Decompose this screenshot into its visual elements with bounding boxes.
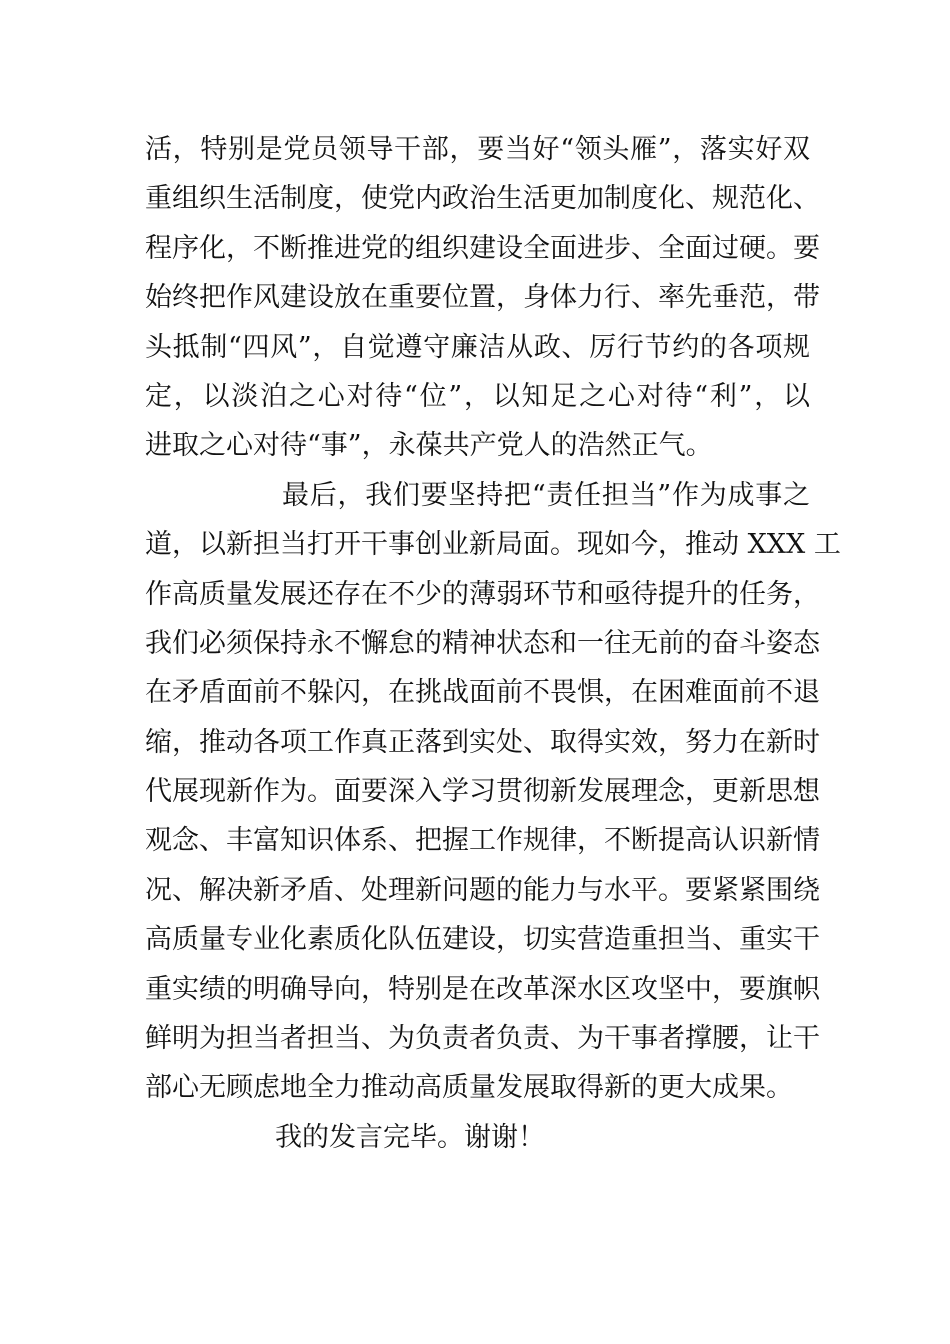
paragraph-line: 程序化，不断推进党的组织建设全面进步、全面过硬。要 xyxy=(145,232,820,264)
paragraph-line: 高质量专业化素质化队伍建设，切实营造重担当、重实干 xyxy=(145,924,820,956)
paragraph-line: 道，以新担当打开干事创业新局面。现如今，推动 XXX 工 xyxy=(145,529,841,561)
closing-remark: 我的发言完毕。谢谢！ xyxy=(275,1121,545,1153)
paragraph-line: 况、解决新矛盾、处理新问题的能力与水平。要紧紧围绕 xyxy=(145,874,820,906)
paragraph-line: 观念、丰富知识体系、把握工作规律，不断提高认识新情 xyxy=(145,825,820,857)
paragraph-line: 鲜明为担当者担当、为负责者负责、为干事者撑腰，让干 xyxy=(145,1023,820,1055)
paragraph-line: 重组织生活制度，使党内政治生活更加制度化、规范化、 xyxy=(145,183,820,215)
paragraph-line: 头抵制“四风”，自觉遵守廉洁从政、厉行节约的各项规 xyxy=(145,331,810,363)
paragraph-line: 活，特别是党员领导干部，要当好“领头雁”，落实好双 xyxy=(145,134,810,165)
paragraph-line: 我们必须保持永不懈怠的精神状态和一往无前的奋斗姿态 xyxy=(145,627,820,659)
paragraph-line: 在矛盾面前不躲闪，在挑战面前不畏惧，在困难面前不退 xyxy=(145,677,820,709)
paragraph-line: 定，以淡泊之心对待“位”，以知足之心对待“利”，以 xyxy=(145,380,810,412)
paragraph-line: 代展现新作为。面要深入学习贯彻新发展理念，更新思想 xyxy=(145,776,820,808)
paragraph-line: 部心无顾虑地全力推动高质量发展取得新的更大成果。 xyxy=(145,1072,793,1104)
paragraph-line: 进取之心对待“事”，永葆共产党人的浩然正气。 xyxy=(145,430,713,462)
document-body xyxy=(145,125,841,1162)
paragraph-line: 始终把作风建设放在重要位置，身体力行、率先垂范，带 xyxy=(145,282,820,314)
paragraph-line: 缩，推动各项工作真正落到实处、取得实效，努力在新时 xyxy=(145,726,820,758)
paragraph-first-line: 最后，我们要坚持把“责任担当”作为成事之 xyxy=(282,479,810,511)
paragraph-line: 重实绩的明确导向，特别是在改革深水区攻坚中，要旗帜 xyxy=(145,973,820,1005)
paragraph-line: 作高质量发展还存在不少的薄弱环节和亟待提升的任务， xyxy=(145,578,820,610)
